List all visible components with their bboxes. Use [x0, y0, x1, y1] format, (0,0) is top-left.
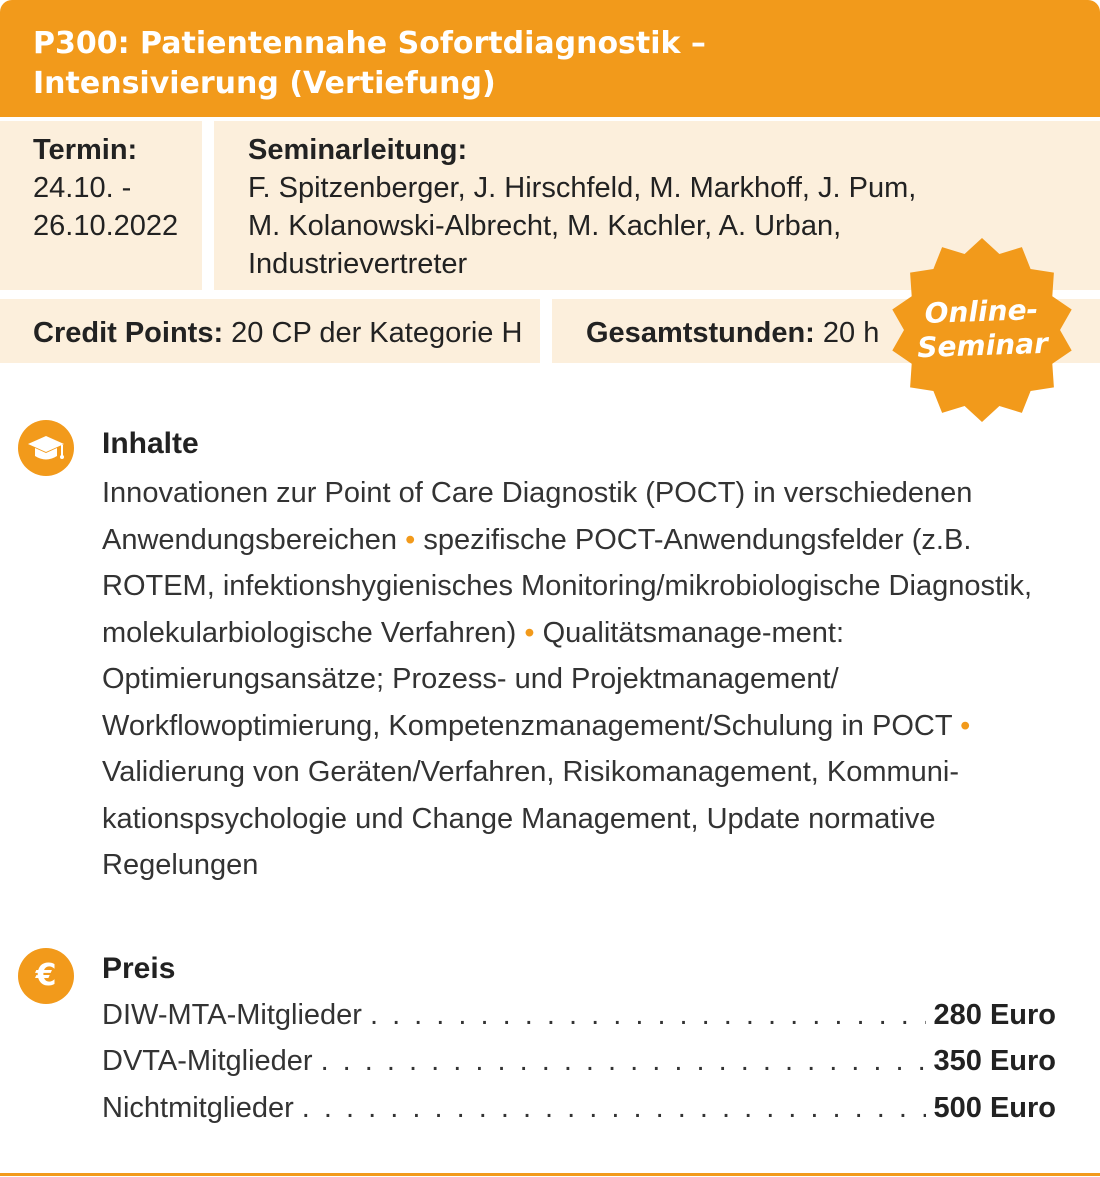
- bullet-separator: •: [524, 616, 535, 649]
- bullet-separator: •: [405, 523, 416, 556]
- online-seminar-badge-label: [887, 292, 1077, 367]
- price-row-name: DIW-MTA-Mitglieder: [102, 999, 362, 1031]
- badge-line-1: Online-: [924, 293, 1039, 330]
- price-row-name: Nichtmitglieder: [102, 1092, 294, 1124]
- euro-icon: [18, 948, 74, 1004]
- termin-info: [33, 131, 203, 245]
- gesamtstunden-label: Gesamtstunden:: [586, 317, 815, 349]
- termin-date-start: 24.10. -: [33, 172, 132, 204]
- inhalte-text-3: Qualitätsmanage-ment: Optimierungsansätze; Prozess- und Projektmanagement/ Workflowoptimierung, Kompetenzmanagement/Schulung in POCT: [102, 616, 953, 742]
- termin-label: Termin:: [33, 134, 138, 166]
- inhalte-heading: Inhalte: [102, 427, 199, 460]
- seminarleitung-names-3: Industrievertreter: [248, 248, 468, 280]
- dot-leader: [302, 1090, 926, 1126]
- gesamtstunden-value: 20 h: [814, 317, 880, 349]
- dot-leader: [370, 997, 926, 1033]
- price-row: [102, 1090, 1056, 1126]
- dot-leader: [321, 1043, 926, 1079]
- seminarleitung-names-2: M. Kolanowski-Albrecht, M. Kachler, A. Urban,: [248, 210, 842, 242]
- inhalte-body: [102, 470, 1062, 889]
- price-row: [102, 1043, 1056, 1079]
- course-title-line-2: Intensivierung (Vertiefung): [33, 66, 496, 101]
- seminarleitung-names-1: F. Spitzenberger, J. Hirschfeld, M. Markhoff, J. Pum,: [248, 172, 917, 204]
- inhalte-text-1: Innovationen zur Point of Care Diagnostik (POCT) in verschiedenen Anwendungsbereichen: [102, 477, 973, 556]
- course-header: [0, 0, 1100, 117]
- price-row: [102, 997, 1056, 1033]
- euro-glyph: €: [35, 958, 57, 993]
- badge-line-2: Seminar: [916, 326, 1049, 365]
- credit-points-value: 20 CP der Kategorie H: [223, 317, 523, 349]
- gesamtstunden-info: [586, 314, 879, 352]
- seminarleitung-label: Seminarleitung:: [248, 134, 468, 166]
- credit-points-label: Credit Points:: [33, 317, 224, 349]
- price-row-value: 500 Euro: [933, 1092, 1056, 1124]
- graduation-cap-icon: [18, 420, 74, 476]
- price-row-name: DVTA-Mitglieder: [102, 1045, 313, 1077]
- price-row-value: 350 Euro: [933, 1045, 1056, 1077]
- preis-heading: Preis: [102, 952, 176, 985]
- termin-date-end: 26.10.2022: [33, 210, 179, 242]
- course-title-line-1: P300: Patientennahe Sofortdiagnostik –: [33, 26, 706, 61]
- inhalte-text-4: Validierung von Geräten/Verfahren, Risikomanagement, Kommuni-kationspsychologie und Change Management, Update normative Regelungen: [102, 756, 960, 881]
- course-title: [33, 24, 1073, 104]
- credit-points-info: [33, 314, 522, 352]
- bottom-divider: [0, 1173, 1100, 1176]
- price-row-value: 280 Euro: [933, 999, 1056, 1031]
- bullet-separator: •: [960, 709, 971, 742]
- inhalte-text-2: spezifische POCT-Anwendungsfelder (z.B. ROTEM, infektionshygienisches Monitoring/mikrobiologische Diagnostik, molekularbiologische Verfahren): [102, 523, 1033, 649]
